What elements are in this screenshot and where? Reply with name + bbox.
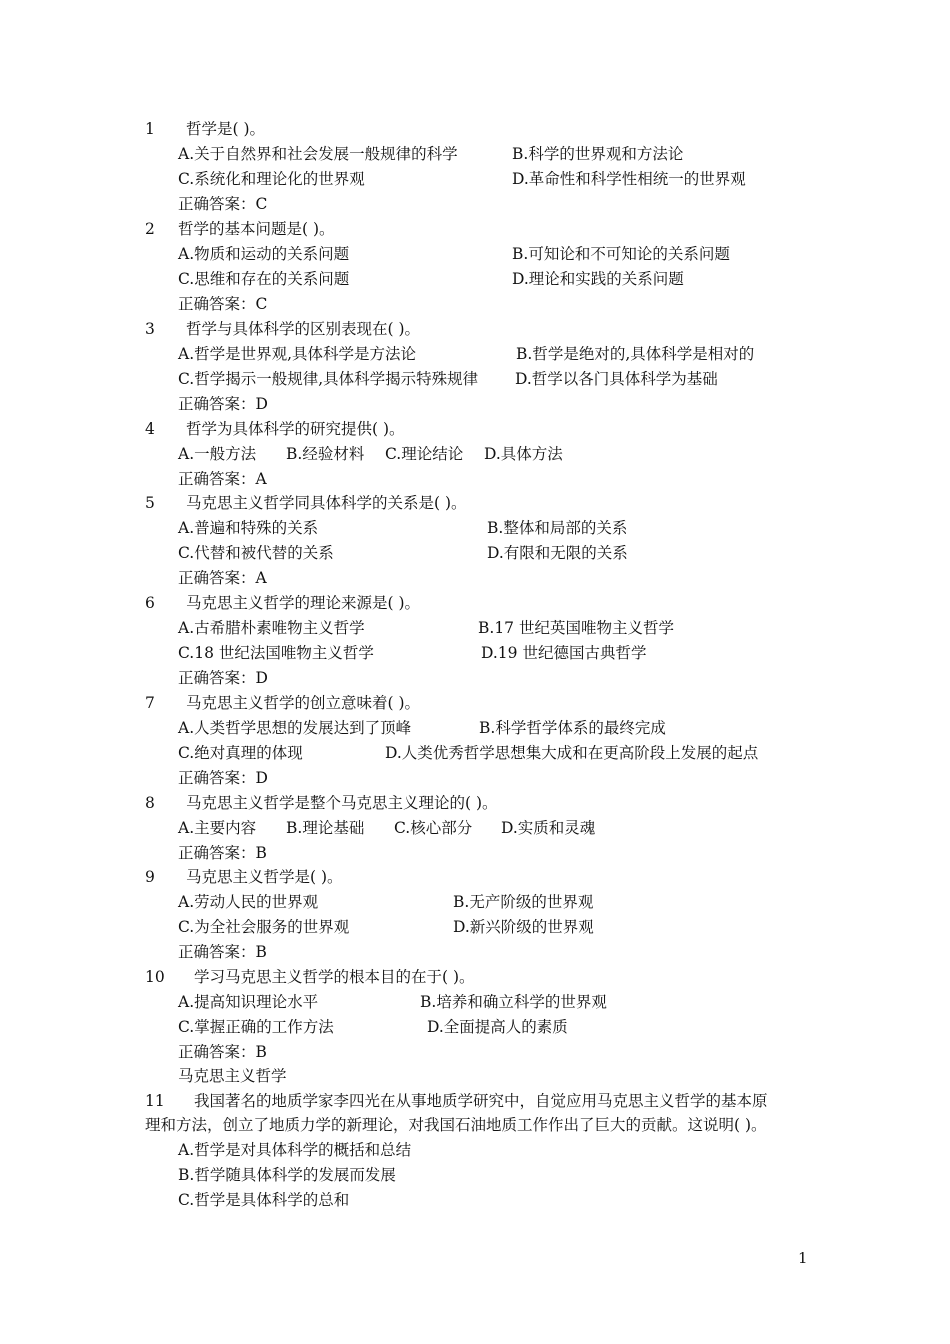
option-a: A.人类哲学思想的发展达到了顶峰	[178, 719, 412, 737]
section-label: 马克思主义哲学	[178, 1067, 287, 1085]
option-b: B.经验材料	[286, 445, 365, 463]
option-d: D.革命性和科学性相统一的世界观	[512, 170, 746, 188]
option-a: A.物质和运动的关系问题	[178, 245, 350, 263]
option-a: A.劳动人民的世界观	[178, 893, 319, 911]
question-number: 11	[145, 1092, 165, 1110]
question-number: 1	[145, 120, 155, 138]
question-number: 6	[145, 594, 155, 612]
option-b: B.17 世纪英国唯物主义哲学	[478, 619, 674, 637]
option-d: D.人类优秀哲学思想集大成和在更高阶段上发展的起点	[385, 744, 759, 762]
question-stem-line-1: 我国著名的地质学家李四光在从事地质学研究中，自觉应用马克思主义哲学的基本原	[194, 1092, 768, 1110]
option-d: D.新兴阶级的世界观	[453, 918, 594, 936]
option-c: C.理论结论	[385, 445, 464, 463]
page-number: 1	[798, 1249, 808, 1267]
option-b: B.理论基础	[286, 819, 365, 837]
option-b: B.培养和确立科学的世界观	[420, 993, 607, 1011]
correct-answer: 正确答案：C	[178, 295, 268, 313]
option-a: A.一般方法	[178, 445, 257, 463]
option-c: C.掌握正确的工作方法	[178, 1018, 334, 1036]
option-c: C.为全社会服务的世界观	[178, 918, 350, 936]
option-a: A.主要内容	[178, 819, 257, 837]
question-stem: 马克思主义哲学是( )。	[186, 868, 343, 886]
option-b: B.整体和局部的关系	[487, 519, 628, 537]
question-stem: 哲学与具体科学的区别表现在( )。	[186, 320, 421, 338]
option-c: C.思维和存在的关系问题	[178, 270, 350, 288]
option-a: A.哲学是对具体科学的概括和总结	[178, 1141, 412, 1159]
correct-answer: 正确答案：D	[178, 669, 268, 687]
correct-answer: 正确答案：C	[178, 195, 268, 213]
option-c: C.代替和被代替的关系	[178, 544, 334, 562]
question-number: 2	[145, 220, 155, 238]
question-stem: 马克思主义哲学同具体科学的关系是( )。	[186, 494, 467, 512]
option-a: A.提高知识理论水平	[178, 993, 319, 1011]
option-c: C.哲学揭示一般规律,具体科学揭示特殊规律	[178, 370, 479, 388]
option-d: D.有限和无限的关系	[487, 544, 628, 562]
question-number: 5	[145, 494, 155, 512]
option-b: B.可知论和不可知论的关系问题	[512, 245, 730, 263]
question-number: 10	[145, 968, 165, 986]
correct-answer: 正确答案：B	[178, 844, 267, 862]
correct-answer: 正确答案：A	[178, 569, 267, 587]
question-number: 8	[145, 794, 155, 812]
question-stem: 学习马克思主义哲学的根本目的在于( )。	[194, 968, 475, 986]
correct-answer: 正确答案：D	[178, 769, 268, 787]
option-b: B.科学的世界观和方法论	[512, 145, 684, 163]
question-number: 9	[145, 868, 155, 886]
correct-answer: 正确答案：D	[178, 395, 268, 413]
correct-answer: 正确答案：B	[178, 1043, 267, 1061]
option-b: B.哲学随具体科学的发展而发展	[178, 1166, 396, 1184]
option-d: D.哲学以各门具体科学为基础	[515, 370, 718, 388]
question-number: 4	[145, 420, 155, 438]
option-d: D.理论和实践的关系问题	[512, 270, 684, 288]
question-stem: 哲学是( )。	[186, 120, 266, 138]
question-stem: 马克思主义哲学的理论来源是( )。	[186, 594, 421, 612]
option-b: B.无产阶级的世界观	[453, 893, 594, 911]
option-c: C.18 世纪法国唯物主义哲学	[178, 644, 374, 662]
option-d: D.19 世纪德国古典哲学	[481, 644, 647, 662]
option-b: B.科学哲学体系的最终完成	[479, 719, 666, 737]
option-d: D.具体方法	[484, 445, 563, 463]
option-c: C.核心部分	[394, 819, 473, 837]
question-stem: 哲学的基本问题是( )。	[178, 220, 335, 238]
option-c: C.绝对真理的体现	[178, 744, 303, 762]
option-a: A.普遍和特殊的关系	[178, 519, 319, 537]
option-c: C.哲学是具体科学的总和	[178, 1191, 350, 1209]
correct-answer: 正确答案：B	[178, 943, 267, 961]
option-a: A.哲学是世界观,具体科学是方法论	[178, 345, 417, 363]
option-c: C.系统化和理论化的世界观	[178, 170, 365, 188]
question-stem: 马克思主义哲学是整个马克思主义理论的( )。	[186, 794, 498, 812]
question-stem: 马克思主义哲学的创立意味着( )。	[186, 694, 421, 712]
correct-answer: 正确答案：A	[178, 470, 267, 488]
option-a: A.古希腊朴素唯物主义哲学	[178, 619, 365, 637]
option-a: A.关于自然界和社会发展一般规律的科学	[178, 145, 458, 163]
question-number: 7	[145, 694, 155, 712]
option-d: D.全面提高人的素质	[427, 1018, 568, 1036]
option-d: D.实质和灵魂	[501, 819, 596, 837]
question-stem-line-2: 理和方法，创立了地质力学的新理论，对我国石油地质工作作出了巨大的贡献。这说明( )。	[145, 1116, 767, 1134]
option-b: B.哲学是绝对的,具体科学是相对的	[516, 345, 755, 363]
question-number: 3	[145, 320, 155, 338]
question-stem: 哲学为具体科学的研究提供( )。	[186, 420, 405, 438]
